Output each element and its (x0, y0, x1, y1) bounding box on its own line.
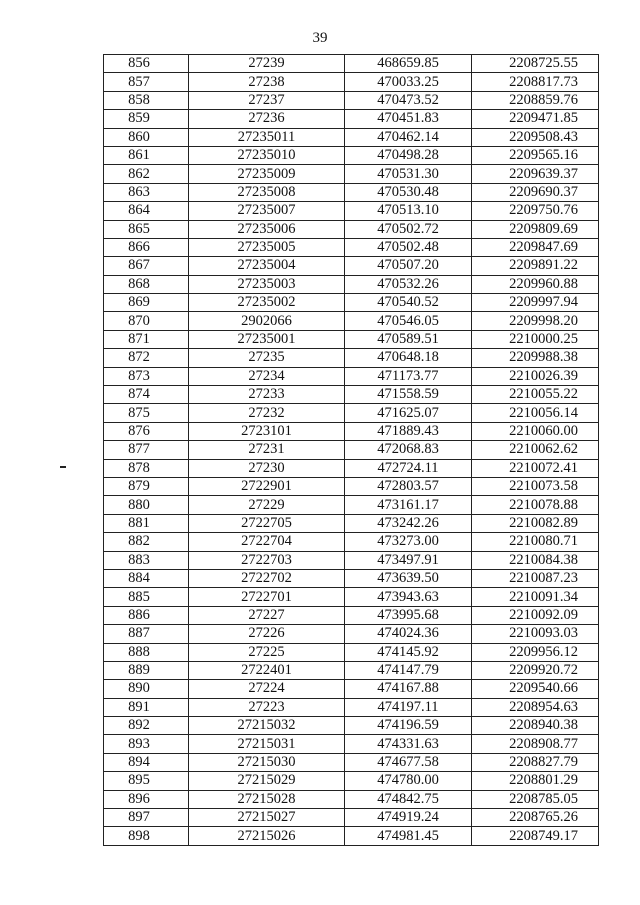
x-coordinate-cell: 474780.00 (345, 772, 472, 790)
y-coordinate-cell: 2210082.89 (472, 514, 599, 532)
x-coordinate-cell: 470033.25 (345, 73, 472, 91)
x-coordinate-cell: 470498.28 (345, 146, 472, 164)
table-row (104, 698, 599, 716)
row-number-cell: 873 (104, 367, 189, 385)
y-coordinate-cell: 2210078.88 (472, 496, 599, 514)
y-coordinate-cell: 2209690.37 (472, 183, 599, 201)
row-number-cell: 869 (104, 294, 189, 312)
x-coordinate-cell: 474145.92 (345, 643, 472, 661)
point-id-cell: 27239 (189, 55, 345, 73)
x-coordinate-cell: 474677.58 (345, 753, 472, 771)
y-coordinate-cell: 2209809.69 (472, 220, 599, 238)
table-row (104, 772, 599, 790)
table-row (104, 312, 599, 330)
table-row (104, 809, 599, 827)
point-id-cell: 27215028 (189, 790, 345, 808)
row-number-cell: 887 (104, 625, 189, 643)
y-coordinate-cell: 2208725.55 (472, 55, 599, 73)
x-coordinate-cell: 474981.45 (345, 827, 472, 845)
x-coordinate-cell: 471558.59 (345, 386, 472, 404)
table-row (104, 717, 599, 735)
table-row (104, 146, 599, 164)
y-coordinate-cell: 2209471.85 (472, 110, 599, 128)
row-number-cell: 892 (104, 717, 189, 735)
y-coordinate-cell: 2209920.72 (472, 661, 599, 679)
table-row (104, 386, 599, 404)
row-number-cell: 876 (104, 422, 189, 440)
row-number-cell: 878 (104, 459, 189, 477)
point-id-cell: 27237 (189, 91, 345, 109)
y-coordinate-cell: 2208785.05 (472, 790, 599, 808)
x-coordinate-cell: 471625.07 (345, 404, 472, 422)
row-number-cell: 883 (104, 551, 189, 569)
y-coordinate-cell: 2210026.39 (472, 367, 599, 385)
y-coordinate-cell: 2210073.58 (472, 477, 599, 495)
point-id-cell: 2722702 (189, 569, 345, 587)
row-number-cell: 897 (104, 809, 189, 827)
table-row (104, 606, 599, 624)
point-id-cell: 27230 (189, 459, 345, 477)
row-number-cell: 865 (104, 220, 189, 238)
y-coordinate-cell: 2208908.77 (472, 735, 599, 753)
row-number-cell: 870 (104, 312, 189, 330)
x-coordinate-cell: 473497.91 (345, 551, 472, 569)
y-coordinate-cell: 2210084.38 (472, 551, 599, 569)
y-coordinate-cell: 2209540.66 (472, 680, 599, 698)
table-row (104, 827, 599, 845)
row-number-cell: 896 (104, 790, 189, 808)
row-number-cell: 874 (104, 386, 189, 404)
row-number-cell: 890 (104, 680, 189, 698)
row-number-cell: 884 (104, 569, 189, 587)
row-number-cell: 877 (104, 441, 189, 459)
x-coordinate-cell: 470540.52 (345, 294, 472, 312)
table-row (104, 367, 599, 385)
x-coordinate-cell: 471889.43 (345, 422, 472, 440)
row-number-cell: 882 (104, 533, 189, 551)
x-coordinate-cell: 473639.50 (345, 569, 472, 587)
point-id-cell: 2722901 (189, 477, 345, 495)
row-number-cell: 888 (104, 643, 189, 661)
x-coordinate-cell: 474197.11 (345, 698, 472, 716)
table-row (104, 477, 599, 495)
x-coordinate-cell: 470451.83 (345, 110, 472, 128)
point-id-cell: 27235002 (189, 294, 345, 312)
row-number-cell: 857 (104, 73, 189, 91)
y-coordinate-cell: 2209639.37 (472, 165, 599, 183)
y-coordinate-cell: 2210092.09 (472, 606, 599, 624)
point-id-cell: 27235007 (189, 202, 345, 220)
x-coordinate-cell: 470473.52 (345, 91, 472, 109)
table-row (104, 735, 599, 753)
x-coordinate-cell: 470531.30 (345, 165, 472, 183)
point-id-cell: 27235009 (189, 165, 345, 183)
point-id-cell: 2722705 (189, 514, 345, 532)
x-coordinate-cell: 474919.24 (345, 809, 472, 827)
x-coordinate-cell: 468659.85 (345, 55, 472, 73)
table-row (104, 257, 599, 275)
point-id-cell: 27232 (189, 404, 345, 422)
x-coordinate-cell: 472068.83 (345, 441, 472, 459)
row-number-cell: 862 (104, 165, 189, 183)
row-number-cell: 856 (104, 55, 189, 73)
y-coordinate-cell: 2209508.43 (472, 128, 599, 146)
x-coordinate-cell: 474147.79 (345, 661, 472, 679)
point-id-cell: 27235011 (189, 128, 345, 146)
y-coordinate-cell: 2209960.88 (472, 275, 599, 293)
x-coordinate-cell: 470462.14 (345, 128, 472, 146)
x-coordinate-cell: 470589.51 (345, 330, 472, 348)
y-coordinate-cell: 2210087.23 (472, 569, 599, 587)
point-id-cell: 27224 (189, 680, 345, 698)
y-coordinate-cell: 2210091.34 (472, 588, 599, 606)
table-row (104, 643, 599, 661)
point-id-cell: 27229 (189, 496, 345, 514)
y-coordinate-cell: 2208765.26 (472, 809, 599, 827)
row-number-cell: 863 (104, 183, 189, 201)
row-number-cell: 859 (104, 110, 189, 128)
y-coordinate-cell: 2210056.14 (472, 404, 599, 422)
row-number-cell: 885 (104, 588, 189, 606)
x-coordinate-cell: 474167.88 (345, 680, 472, 698)
row-number-cell: 872 (104, 349, 189, 367)
x-coordinate-cell: 472724.11 (345, 459, 472, 477)
table-row (104, 588, 599, 606)
y-coordinate-cell: 2209997.94 (472, 294, 599, 312)
x-coordinate-cell: 473995.68 (345, 606, 472, 624)
x-coordinate-cell: 473943.63 (345, 588, 472, 606)
table-row (104, 753, 599, 771)
x-coordinate-cell: 473273.00 (345, 533, 472, 551)
row-number-cell: 881 (104, 514, 189, 532)
y-coordinate-cell: 2209847.69 (472, 238, 599, 256)
point-id-cell: 27233 (189, 386, 345, 404)
x-coordinate-cell: 470513.10 (345, 202, 472, 220)
x-coordinate-cell: 474024.36 (345, 625, 472, 643)
point-id-cell: 27235010 (189, 146, 345, 164)
x-coordinate-cell: 470502.48 (345, 238, 472, 256)
table-row (104, 422, 599, 440)
table-row (104, 459, 599, 477)
row-number-cell: 860 (104, 128, 189, 146)
table-row (104, 790, 599, 808)
y-coordinate-cell: 2210060.00 (472, 422, 599, 440)
row-number-cell: 895 (104, 772, 189, 790)
table-row (104, 128, 599, 146)
point-id-cell: 2722704 (189, 533, 345, 551)
y-coordinate-cell: 2208817.73 (472, 73, 599, 91)
point-id-cell: 27227 (189, 606, 345, 624)
y-coordinate-cell: 2210080.71 (472, 533, 599, 551)
y-coordinate-cell: 2210055.22 (472, 386, 599, 404)
point-id-cell: 27235001 (189, 330, 345, 348)
y-coordinate-cell: 2209956.12 (472, 643, 599, 661)
y-coordinate-cell: 2209565.16 (472, 146, 599, 164)
point-id-cell: 27236 (189, 110, 345, 128)
point-id-cell: 27225 (189, 643, 345, 661)
x-coordinate-cell: 470648.18 (345, 349, 472, 367)
row-number-cell: 894 (104, 753, 189, 771)
y-coordinate-cell: 2209891.22 (472, 257, 599, 275)
point-id-cell: 2902066 (189, 312, 345, 330)
point-id-cell: 27235006 (189, 220, 345, 238)
point-id-cell: 2722401 (189, 661, 345, 679)
point-id-cell: 27215029 (189, 772, 345, 790)
row-number-cell: 898 (104, 827, 189, 845)
table-row (104, 238, 599, 256)
point-id-cell: 2722701 (189, 588, 345, 606)
row-number-cell: 861 (104, 146, 189, 164)
x-coordinate-cell: 474331.63 (345, 735, 472, 753)
coordinates-table-body (104, 55, 599, 846)
stray-mark (60, 466, 66, 468)
table-row (104, 349, 599, 367)
y-coordinate-cell: 2210062.62 (472, 441, 599, 459)
x-coordinate-cell: 472803.57 (345, 477, 472, 495)
y-coordinate-cell: 2208940.38 (472, 717, 599, 735)
y-coordinate-cell: 2208859.76 (472, 91, 599, 109)
table-row (104, 533, 599, 551)
table-row (104, 294, 599, 312)
x-coordinate-cell: 470532.26 (345, 275, 472, 293)
point-id-cell: 27223 (189, 698, 345, 716)
row-number-cell: 879 (104, 477, 189, 495)
x-coordinate-cell: 473242.26 (345, 514, 472, 532)
x-coordinate-cell: 470502.72 (345, 220, 472, 238)
point-id-cell: 27215030 (189, 753, 345, 771)
point-id-cell: 27235008 (189, 183, 345, 201)
row-number-cell: 893 (104, 735, 189, 753)
row-number-cell: 864 (104, 202, 189, 220)
y-coordinate-cell: 2210072.41 (472, 459, 599, 477)
table-row (104, 404, 599, 422)
table-row (104, 110, 599, 128)
coordinates-table (103, 54, 599, 846)
point-id-cell: 27215027 (189, 809, 345, 827)
table-row (104, 551, 599, 569)
table-row (104, 275, 599, 293)
table-row (104, 330, 599, 348)
point-id-cell: 27234 (189, 367, 345, 385)
row-number-cell: 871 (104, 330, 189, 348)
table-row (104, 661, 599, 679)
table-row (104, 569, 599, 587)
table-row (104, 202, 599, 220)
x-coordinate-cell: 474842.75 (345, 790, 472, 808)
table-row (104, 91, 599, 109)
y-coordinate-cell: 2210093.03 (472, 625, 599, 643)
point-id-cell: 27238 (189, 73, 345, 91)
x-coordinate-cell: 473161.17 (345, 496, 472, 514)
point-id-cell: 27226 (189, 625, 345, 643)
table-row (104, 441, 599, 459)
table-row (104, 165, 599, 183)
table-row (104, 680, 599, 698)
point-id-cell: 27235003 (189, 275, 345, 293)
row-number-cell: 889 (104, 661, 189, 679)
point-id-cell: 27231 (189, 441, 345, 459)
x-coordinate-cell: 470546.05 (345, 312, 472, 330)
point-id-cell: 27235 (189, 349, 345, 367)
row-number-cell: 886 (104, 606, 189, 624)
point-id-cell: 2723101 (189, 422, 345, 440)
row-number-cell: 866 (104, 238, 189, 256)
table-row (104, 220, 599, 238)
row-number-cell: 880 (104, 496, 189, 514)
x-coordinate-cell: 474196.59 (345, 717, 472, 735)
row-number-cell: 867 (104, 257, 189, 275)
table-row (104, 183, 599, 201)
table-row (104, 514, 599, 532)
y-coordinate-cell: 2209988.38 (472, 349, 599, 367)
point-id-cell: 27215032 (189, 717, 345, 735)
x-coordinate-cell: 470507.20 (345, 257, 472, 275)
point-id-cell: 27215031 (189, 735, 345, 753)
y-coordinate-cell: 2209750.76 (472, 202, 599, 220)
y-coordinate-cell: 2208801.29 (472, 772, 599, 790)
y-coordinate-cell: 2209998.20 (472, 312, 599, 330)
y-coordinate-cell: 2210000.25 (472, 330, 599, 348)
x-coordinate-cell: 470530.48 (345, 183, 472, 201)
row-number-cell: 875 (104, 404, 189, 422)
point-id-cell: 2722703 (189, 551, 345, 569)
row-number-cell: 891 (104, 698, 189, 716)
point-id-cell: 27235004 (189, 257, 345, 275)
page-number: 39 (312, 30, 328, 46)
table-row (104, 73, 599, 91)
table-row (104, 55, 599, 73)
y-coordinate-cell: 2208827.79 (472, 753, 599, 771)
y-coordinate-cell: 2208954.63 (472, 698, 599, 716)
row-number-cell: 858 (104, 91, 189, 109)
row-number-cell: 868 (104, 275, 189, 293)
table-row (104, 496, 599, 514)
point-id-cell: 27235005 (189, 238, 345, 256)
point-id-cell: 27215026 (189, 827, 345, 845)
y-coordinate-cell: 2208749.17 (472, 827, 599, 845)
table-row (104, 625, 599, 643)
x-coordinate-cell: 471173.77 (345, 367, 472, 385)
